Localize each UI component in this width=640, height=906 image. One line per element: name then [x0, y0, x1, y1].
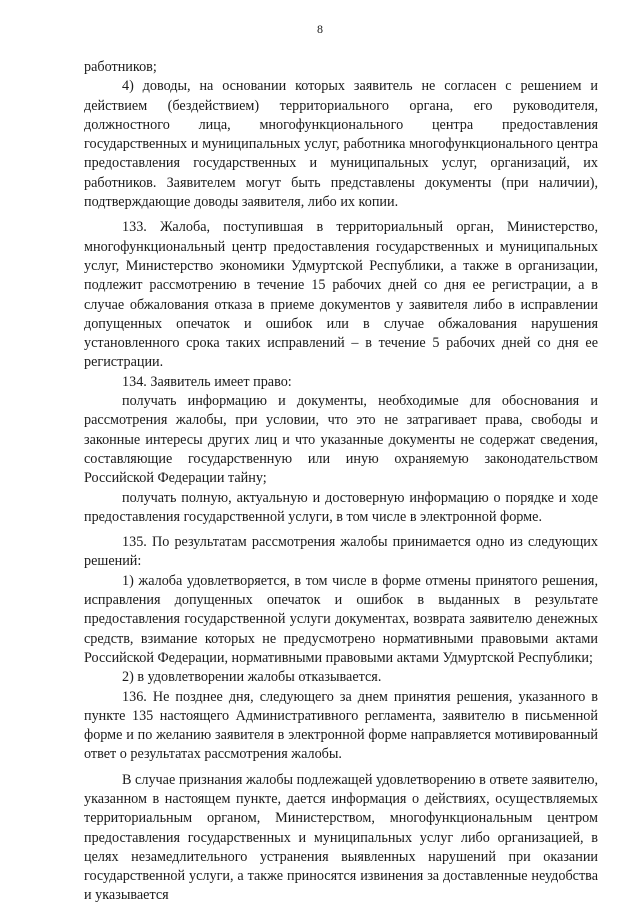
paragraph-134-right-2: получать полную, актуальную и достоверную информацию о порядке и ходе предоставления государственной услуги, в том числе в электронной форме.: [84, 489, 598, 525]
paragraph-134-right-1: получать информацию и документы, необходимые для обоснования и рассмотрения жалобы, при условии, что это не затрагивает права, свободы и законные интересы других лиц и что указанные документы не содержат сведения, составляющие государственную или иную охраняемую законодательством Российской Федерации тайну;: [84, 393, 598, 487]
paragraph-continuation: работников;: [84, 59, 157, 75]
paragraph-135-decision-2: 2) в удовлетворении жалобы отказывается.: [122, 669, 382, 686]
paragraph-135-decision-1: 1) жалоба удовлетворяется, в том числе в форме отмены принятого решения, исправления допущенных опечаток и ошибок в выданных в результате предоставления государственной услуги документах, возврата заявителю денежных средств, взимание которых не предусмотрено нормативными правовыми актами Российской Федерации, нормативными правовыми актами Удмуртской Республики;: [84, 572, 598, 666]
page-number: 8: [317, 22, 323, 36]
paragraph-136: 136. Не позднее дня, следующего за днем принятия решения, указанного в пункте 135 настоящего Административного регламента, заявителю в письменной форме и по желанию заявителя в электронной форме направляется мотивированный ответ о результатах рассмотрения жалобы.: [84, 688, 598, 763]
paragraph-135: 135. По результатам рассмотрения жалобы принимается одно из следующих решений:: [84, 534, 598, 570]
paragraph-item-4: 4) доводы, на основании которых заявитель не согласен с решением и действием (бездействием) территориального органа, его руководителя, должностного лица, многофункционального центра предоставления государственных и муниципальных услуг, работника многофункционального центра предоставления государственных и муниципальных услуг, организаций, их работников. Заявителем могут быть представлены документы (при наличии), подтверждающие доводы заявителя, либо их копии.: [84, 78, 598, 211]
paragraph-133: 133. Жалоба, поступившая в территориальный орган, Министерство, многофункциональный центр предоставления государственных и муниципальных услуг, Министерство экономики Удмуртской Республики, а также в организации, подлежит рассмотрению в течение 15 рабочих дней со дня ее регистрации, а в случае обжалования отказа в приеме документов у заявителя либо в исправлении допущенных опечаток и ошибок или в случае обжалования нарушения установленного срока таких исправлений – в течение 5 рабочих дней со дня ее регистрации.: [84, 219, 598, 371]
paragraph-134: 134. Заявитель имеет право:: [122, 373, 292, 390]
document-body: [84, 58, 598, 906]
paragraph-136-continued: В случае признания жалобы подлежащей удовлетворению в ответе заявителю, указанном в настоящем пункте, дается информация о действиях, осуществляемых территориальным органом, Министерством, многофункциональным центром предоставления государственных и муниципальных услуг либо организацией, в целях незамедлительного устранения выявленных нарушений при оказании государственной услуги, а также приносятся извинения за доставленные неудобства и указывается: [84, 771, 598, 904]
